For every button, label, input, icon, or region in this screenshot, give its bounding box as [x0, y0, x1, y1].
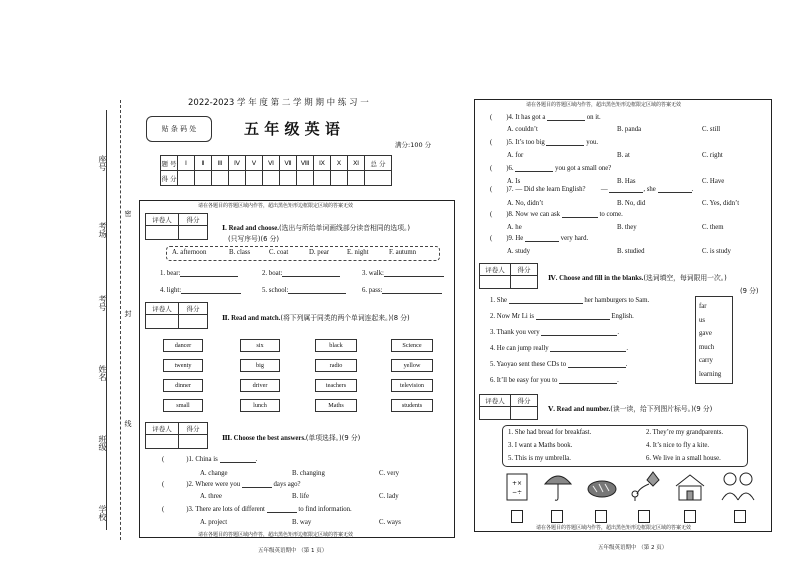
page-footer: 五年级英语期中 （第 2 页）: [598, 545, 668, 551]
score-cell[interactable]: [263, 171, 280, 186]
notice: 请在各题目的答题区域内作答，超出黑色矩形边框限定区域的答案无效: [198, 203, 354, 209]
match-word[interactable]: big: [240, 359, 280, 372]
option: A. afternoon: [172, 249, 207, 256]
sentence: 4. It’s nice to fly a kite.: [646, 442, 710, 449]
choice: A. three: [200, 493, 222, 500]
score-col: Ⅶ: [280, 156, 297, 171]
choice: A. No, didn’t: [507, 200, 544, 207]
choice: B. studied: [617, 248, 645, 255]
choice: C. them: [702, 224, 724, 231]
grader-cell[interactable]: [480, 407, 511, 420]
answer-box[interactable]: [595, 510, 607, 523]
match-word[interactable]: dinner: [163, 379, 203, 392]
exam-title: 2022-2023 学 年 度 第 二 学 期 期 中 练 习 一: [188, 98, 369, 108]
choice: B. they: [617, 224, 637, 231]
sentence-box: [502, 425, 748, 467]
item: 5. school:: [262, 287, 346, 294]
match-word[interactable]: driver: [240, 379, 280, 392]
score-cell[interactable]: [179, 315, 208, 329]
kite-picture: [625, 470, 661, 502]
sentence: 6. We live in a small house.: [646, 455, 721, 462]
score-col: Ⅱ: [195, 156, 212, 171]
answer-blank[interactable]: [536, 319, 610, 320]
score-cell[interactable]: [179, 226, 208, 240]
choice: C. Yes, didn’t: [702, 200, 740, 207]
word-bank: [695, 296, 733, 384]
match-word[interactable]: teachers: [315, 379, 357, 392]
fill-item: 5. Yaoyao sent these CDs to .: [490, 361, 628, 368]
answer-blank[interactable]: [547, 120, 585, 121]
bank-word: learning: [699, 370, 722, 378]
notice-bottom: 请在各题目的答题区域内作答，超出黑色矩形边框限定区域的答案无效: [536, 525, 692, 531]
section-3-title: Ⅲ. Choose the best answers.(单项选择。)(9 分): [222, 434, 361, 442]
answer-box[interactable]: [551, 510, 563, 523]
question: ( )3. There are lots of different to find information.: [162, 506, 352, 513]
choice: B. Has: [617, 178, 636, 185]
item: 4. light:: [160, 287, 241, 294]
match-word[interactable]: twenty: [163, 359, 203, 372]
score-cell[interactable]: [511, 407, 538, 420]
barcode-area: 贴 条 码 处: [146, 116, 212, 142]
choice: A. for: [507, 152, 524, 159]
answer-blank[interactable]: [525, 241, 559, 242]
sentence: 3. I want a Maths book.: [508, 442, 573, 449]
match-word[interactable]: Maths: [315, 399, 357, 412]
section-1-title: Ⅰ. Read and choose.(选出与所给单词画线部分读音相同的选项。): [222, 224, 411, 232]
umbrella-picture: [543, 470, 573, 502]
svg-text:−÷: −÷: [511, 489, 523, 496]
answer-blank[interactable]: [562, 217, 598, 218]
choice: C. very: [379, 470, 400, 477]
choice: B. changing: [292, 470, 325, 477]
grader-label: 评卷人: [146, 303, 179, 315]
match-word[interactable]: six: [240, 339, 280, 352]
choice: A. he: [507, 224, 522, 231]
fill-item: 1. She her hamburgers to Sam.: [490, 297, 650, 304]
grader-box: [145, 302, 208, 329]
choice: A. study: [507, 248, 531, 255]
score-col: Ⅹ: [331, 156, 348, 171]
choice: C. right: [702, 152, 723, 159]
score-col: Ⅴ: [246, 156, 263, 171]
answer-blank[interactable]: [384, 276, 444, 277]
answer-blank[interactable]: [382, 293, 442, 294]
score-col: Ⅰ: [178, 156, 195, 171]
choice: B. at: [617, 152, 630, 159]
score-cell[interactable]: [178, 171, 195, 186]
fill-item: 4. He can jump really .: [490, 345, 629, 352]
answer-blank[interactable]: [509, 303, 583, 304]
answer-blank[interactable]: [288, 293, 346, 294]
answer-box[interactable]: [684, 510, 696, 523]
question: ( )9. He very hard.: [490, 235, 589, 242]
score-cell[interactable]: [348, 171, 365, 186]
answer-blank[interactable]: [267, 512, 297, 513]
grader-label: 评卷人: [146, 214, 179, 226]
answer-box[interactable]: [511, 510, 523, 523]
house-picture: [672, 472, 708, 502]
choice: C. still: [702, 126, 721, 133]
grader-box: [479, 394, 538, 420]
full-marks: 满分:100 分: [395, 141, 432, 149]
answer-blank[interactable]: [181, 293, 241, 294]
bread-picture: [585, 474, 619, 500]
seat-label: 座号: [98, 155, 107, 171]
maths-book-picture: [505, 472, 529, 502]
score-col: Ⅲ: [212, 156, 229, 171]
grader-cell[interactable]: [146, 435, 179, 449]
answer-box[interactable]: [734, 510, 746, 523]
exam-no-label: 考号: [98, 295, 107, 311]
item: 2. boat:: [262, 270, 340, 277]
question: ( )4. It has got a on it.: [490, 114, 601, 121]
grader-cell[interactable]: [146, 226, 179, 240]
choice: B. panda: [617, 126, 642, 133]
score-cell[interactable]: [511, 276, 538, 289]
answer-blank[interactable]: [541, 335, 617, 336]
fill-item: 3. Thank you very .: [490, 329, 620, 336]
grader-box: [145, 213, 208, 240]
choice: B. way: [292, 519, 312, 526]
svg-text:+×: +×: [511, 480, 523, 487]
bank-word: far: [699, 303, 707, 310]
choice: A. couldn’t: [507, 126, 538, 133]
grader-box: [145, 422, 208, 449]
grader-box: [479, 263, 538, 289]
item: 3. walk:: [362, 270, 444, 277]
grader-cell[interactable]: [480, 276, 511, 289]
score-label: 得分: [179, 423, 208, 435]
sentence: 5. This is my umbrella.: [508, 455, 571, 462]
sentence: 2. They’re my grandparents.: [646, 429, 724, 436]
score-col: Ⅸ: [314, 156, 331, 171]
bank-word: gave: [699, 330, 712, 337]
fill-item: 2. Now Mr Li is English.: [490, 313, 634, 320]
room-label: 考场: [98, 222, 107, 238]
seal-char-3: 线: [124, 420, 132, 427]
score-cell[interactable]: [365, 171, 392, 186]
choice: C. ways: [379, 519, 401, 526]
option: B. class: [229, 249, 251, 256]
grader-label: 评卷人: [146, 423, 179, 435]
answer-blank[interactable]: [515, 171, 553, 172]
seal-char-1: 密: [124, 210, 132, 217]
match-word[interactable]: small: [163, 399, 203, 412]
answer-blank[interactable]: [609, 192, 643, 193]
sentence: 1. She had bread for breakfast.: [508, 429, 592, 436]
option: F. autumn: [389, 249, 417, 256]
score-cell[interactable]: [280, 171, 297, 186]
answer-blank[interactable]: [180, 276, 238, 277]
match-word[interactable]: black: [315, 339, 357, 352]
answer-blank[interactable]: [282, 276, 340, 277]
item: 6. pass:: [362, 287, 442, 294]
score-head: 题 号: [161, 156, 178, 171]
question: ( )6. you got a small one?: [490, 165, 612, 172]
grandparents-picture: [718, 470, 758, 502]
score-label: 得分: [511, 264, 538, 276]
section-5-title: Ⅴ. Read and number.(读一读，给下列图片标号。)(9 分): [548, 405, 713, 413]
section-2-title: Ⅱ. Read and match.(将下列属于同类的两个单词连起来。)(8 分): [222, 314, 410, 322]
answer-blank[interactable]: [658, 192, 692, 193]
question: ( )2. Where were you days ago?: [162, 481, 301, 488]
seal-char-2: 封: [124, 310, 132, 317]
page-footer: 五年级英语期中 （第 1 页）: [258, 548, 328, 554]
section-1-note: (只写序号)(6 分): [228, 235, 280, 243]
score-cell[interactable]: [195, 171, 212, 186]
score-label: 得分: [179, 214, 208, 226]
question: ( )5. It’s too big you.: [490, 139, 599, 146]
class-label: 班级: [98, 435, 107, 451]
match-word[interactable]: radio: [315, 359, 357, 372]
item: 1. bear:: [160, 270, 238, 277]
answer-blank[interactable]: [568, 367, 626, 368]
school-label: 学校: [98, 505, 107, 521]
choice: B. No, did: [617, 200, 646, 207]
subject-title: 五 年 级 英 语: [244, 120, 340, 138]
score-table: [160, 155, 392, 186]
score-col: Ⅺ: [348, 156, 365, 171]
match-word[interactable]: yellow: [391, 359, 433, 372]
question: ( )8. Now we can ask to come.: [490, 211, 623, 218]
score-cell[interactable]: [314, 171, 331, 186]
score-total: 总 分: [365, 156, 392, 171]
score-label: 得 分: [161, 171, 178, 186]
score-label: 得分: [511, 395, 538, 407]
score-col: Ⅳ: [229, 156, 246, 171]
match-word[interactable]: television: [391, 379, 433, 392]
option: E. night: [347, 249, 369, 256]
question: ( )1. China is .: [162, 456, 258, 463]
cut-line: [120, 100, 121, 540]
grader-label: 评卷人: [480, 395, 511, 407]
section-4-score: (9 分): [740, 287, 759, 295]
answer-blank[interactable]: [550, 351, 626, 352]
bank-word: much: [699, 343, 715, 351]
choice: A. change: [200, 470, 228, 477]
score-cell[interactable]: [229, 171, 246, 186]
bank-word: us: [699, 316, 706, 324]
match-word[interactable]: Science: [391, 339, 433, 352]
choice: C. lady: [379, 493, 399, 500]
option: C. coat: [269, 249, 289, 256]
score-col: Ⅵ: [263, 156, 280, 171]
bank-word: carry: [699, 357, 713, 364]
choice: A. Is: [507, 178, 521, 185]
margin-write-line: [106, 110, 107, 530]
answer-blank[interactable]: [559, 383, 617, 384]
score-cell[interactable]: [179, 435, 208, 449]
section-4-title: Ⅳ. Choose and fill in the blanks.(选词填空，每词限用一次。): [548, 274, 727, 282]
score-label: 得分: [179, 303, 208, 315]
answer-blank[interactable]: [546, 145, 584, 146]
score-cell[interactable]: [297, 171, 314, 186]
choice: A. project: [200, 519, 228, 526]
grader-cell[interactable]: [146, 315, 179, 329]
score-col: Ⅷ: [297, 156, 314, 171]
score-cell[interactable]: [212, 171, 229, 186]
answer-blank[interactable]: [242, 487, 272, 488]
score-cell[interactable]: [246, 171, 263, 186]
match-word[interactable]: students: [391, 399, 433, 412]
score-cell[interactable]: [331, 171, 348, 186]
answer-box[interactable]: [638, 510, 650, 523]
choice: C. Have: [702, 178, 725, 185]
grader-label: 评卷人: [480, 264, 511, 276]
question: ( )7. — Did she learn English? — , she .: [490, 186, 694, 193]
notice-bottom: 请在各题目的答题区域内作答，超出黑色矩形边框限定区域的答案无效: [198, 532, 354, 538]
choice: C. is study: [702, 248, 731, 255]
match-word[interactable]: dancer: [163, 339, 203, 352]
answer-blank[interactable]: [220, 462, 256, 463]
fill-item: 6. It’ll be easy for you to .: [490, 377, 619, 384]
name-label: 姓名: [98, 365, 107, 381]
choice: B. life: [292, 493, 309, 500]
option: D. pear: [309, 249, 330, 256]
match-word[interactable]: lunch: [240, 399, 280, 412]
notice: 请在各题目的答题区域内作答，超出黑色矩形边框限定区域的答案无效: [526, 102, 682, 108]
options-box: [166, 246, 440, 261]
